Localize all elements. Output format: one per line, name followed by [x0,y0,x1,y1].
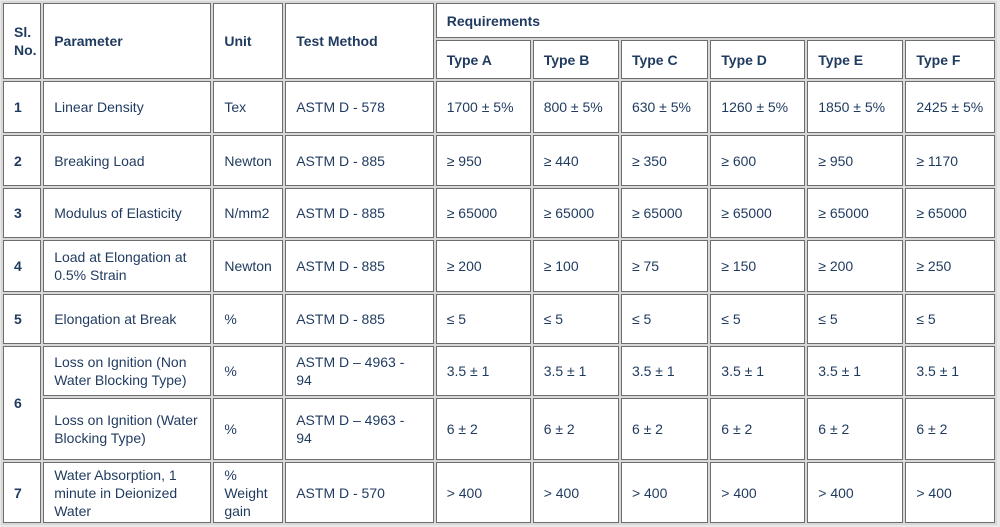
row-value-type-e: ≥ 200 [807,240,903,292]
row-value-type-b: 6 ± 2 [533,398,619,460]
header-type-b: Type B [533,40,619,79]
row-value-type-f: ≥ 1170 [905,135,995,187]
header-type-a: Type A [436,40,531,79]
row-value-type-e: ≤ 5 [807,294,903,344]
row-value-type-c: ≥ 350 [621,135,708,187]
table-row [3,188,995,238]
row-sl-no: 2 [3,135,41,187]
row-parameter: Linear Density [43,81,211,133]
header-sl-no: Sl. No. [3,3,41,79]
row-value-type-c: ≥ 65000 [621,188,708,238]
table-row [3,346,995,397]
row-value-type-e: > 400 [807,462,903,523]
row-test-method: ASTM D - 885 [285,294,433,344]
row-value-type-c: 630 ± 5% [621,81,708,133]
row-unit: % [213,346,283,397]
row-value-type-f: > 400 [905,462,995,523]
row-test-method: ASTM D - 885 [285,240,433,292]
table-row [3,81,995,133]
row-parameter: Loss on Ignition (Non Water Blocking Type) [43,346,211,397]
row-value-type-d: ≥ 150 [710,240,805,292]
row-sl-no: 5 [3,294,41,344]
row-value-type-c: 6 ± 2 [621,398,708,460]
header-parameter: Parameter [43,3,211,79]
row-parameter: Elongation at Break [43,294,211,344]
row-value-type-e: 6 ± 2 [807,398,903,460]
row-value-type-e: ≥ 950 [807,135,903,187]
row-value-type-f: ≥ 250 [905,240,995,292]
header-requirements: Requirements [436,3,995,38]
row-sl-no: 3 [3,188,41,238]
row-unit: % [213,294,283,344]
table-row [3,294,995,344]
row-value-type-b: ≤ 5 [533,294,619,344]
row-sl-no: 7 [3,462,41,523]
row-value-type-d: 1260 ± 5% [710,81,805,133]
row-test-method: ASTM D - 570 [285,462,433,523]
row-test-method: ASTM D - 885 [285,188,433,238]
row-value-type-e: 1850 ± 5% [807,81,903,133]
row-value-type-f: 3.5 ± 1 [905,346,995,397]
row-value-type-c: 3.5 ± 1 [621,346,708,397]
row-value-type-d: 3.5 ± 1 [710,346,805,397]
table-row [3,398,995,460]
row-test-method: ASTM D – 4963 - 94 [285,346,433,397]
row-value-type-c: ≥ 75 [621,240,708,292]
row-value-type-f: ≥ 65000 [905,188,995,238]
row-value-type-a: ≤ 5 [436,294,531,344]
header-type-d: Type D [710,40,805,79]
row-value-type-a: ≥ 65000 [436,188,531,238]
row-value-type-a: > 400 [436,462,531,523]
row-value-type-f: 6 ± 2 [905,398,995,460]
row-value-type-a: 1700 ± 5% [436,81,531,133]
row-value-type-f: ≤ 5 [905,294,995,344]
row-unit: % [213,398,283,460]
row-value-type-c: ≤ 5 [621,294,708,344]
row-unit: Newton [213,135,283,187]
table-row [3,240,995,292]
row-parameter: Breaking Load [43,135,211,187]
row-value-type-e: 3.5 ± 1 [807,346,903,397]
row-value-type-b: > 400 [533,462,619,523]
row-value-type-d: ≥ 600 [710,135,805,187]
row-value-type-c: > 400 [621,462,708,523]
header-type-c: Type C [621,40,708,79]
row-value-type-e: ≥ 65000 [807,188,903,238]
header-type-e: Type E [807,40,903,79]
row-sl-no: 6 [3,346,41,461]
row-value-type-b: ≥ 65000 [533,188,619,238]
row-value-type-a: 6 ± 2 [436,398,531,460]
row-value-type-d: ≤ 5 [710,294,805,344]
row-value-type-f: 2425 ± 5% [905,81,995,133]
row-value-type-b: 3.5 ± 1 [533,346,619,397]
header-unit: Unit [213,3,283,79]
row-value-type-b: ≥ 100 [533,240,619,292]
row-parameter: Water Absorption, 1 minute in Deionized Water [43,462,211,523]
row-value-type-d: > 400 [710,462,805,523]
table-row [3,462,995,523]
row-value-type-d: ≥ 65000 [710,188,805,238]
specification-table [1,1,997,525]
row-parameter: Loss on Ignition (Water Blocking Type) [43,398,211,460]
row-test-method: ASTM D – 4963 - 94 [285,398,433,460]
header-type-f: Type F [905,40,995,79]
row-sl-no: 1 [3,81,41,133]
row-parameter: Modulus of Elasticity [43,188,211,238]
row-value-type-a: ≥ 200 [436,240,531,292]
header-row-top [3,3,995,38]
row-unit: % Weight gain [213,462,283,523]
row-test-method: ASTM D - 885 [285,135,433,187]
row-value-type-a: 3.5 ± 1 [436,346,531,397]
row-value-type-a: ≥ 950 [436,135,531,187]
row-value-type-b: ≥ 440 [533,135,619,187]
row-sl-no: 4 [3,240,41,292]
row-unit: Newton [213,240,283,292]
row-parameter: Load at Elongation at 0.5% Strain [43,240,211,292]
row-unit: N/mm2 [213,188,283,238]
header-test-method: Test Method [285,3,433,79]
row-test-method: ASTM D - 578 [285,81,433,133]
row-value-type-d: 6 ± 2 [710,398,805,460]
row-unit: Tex [213,81,283,133]
table-row [3,135,995,187]
row-value-type-b: 800 ± 5% [533,81,619,133]
